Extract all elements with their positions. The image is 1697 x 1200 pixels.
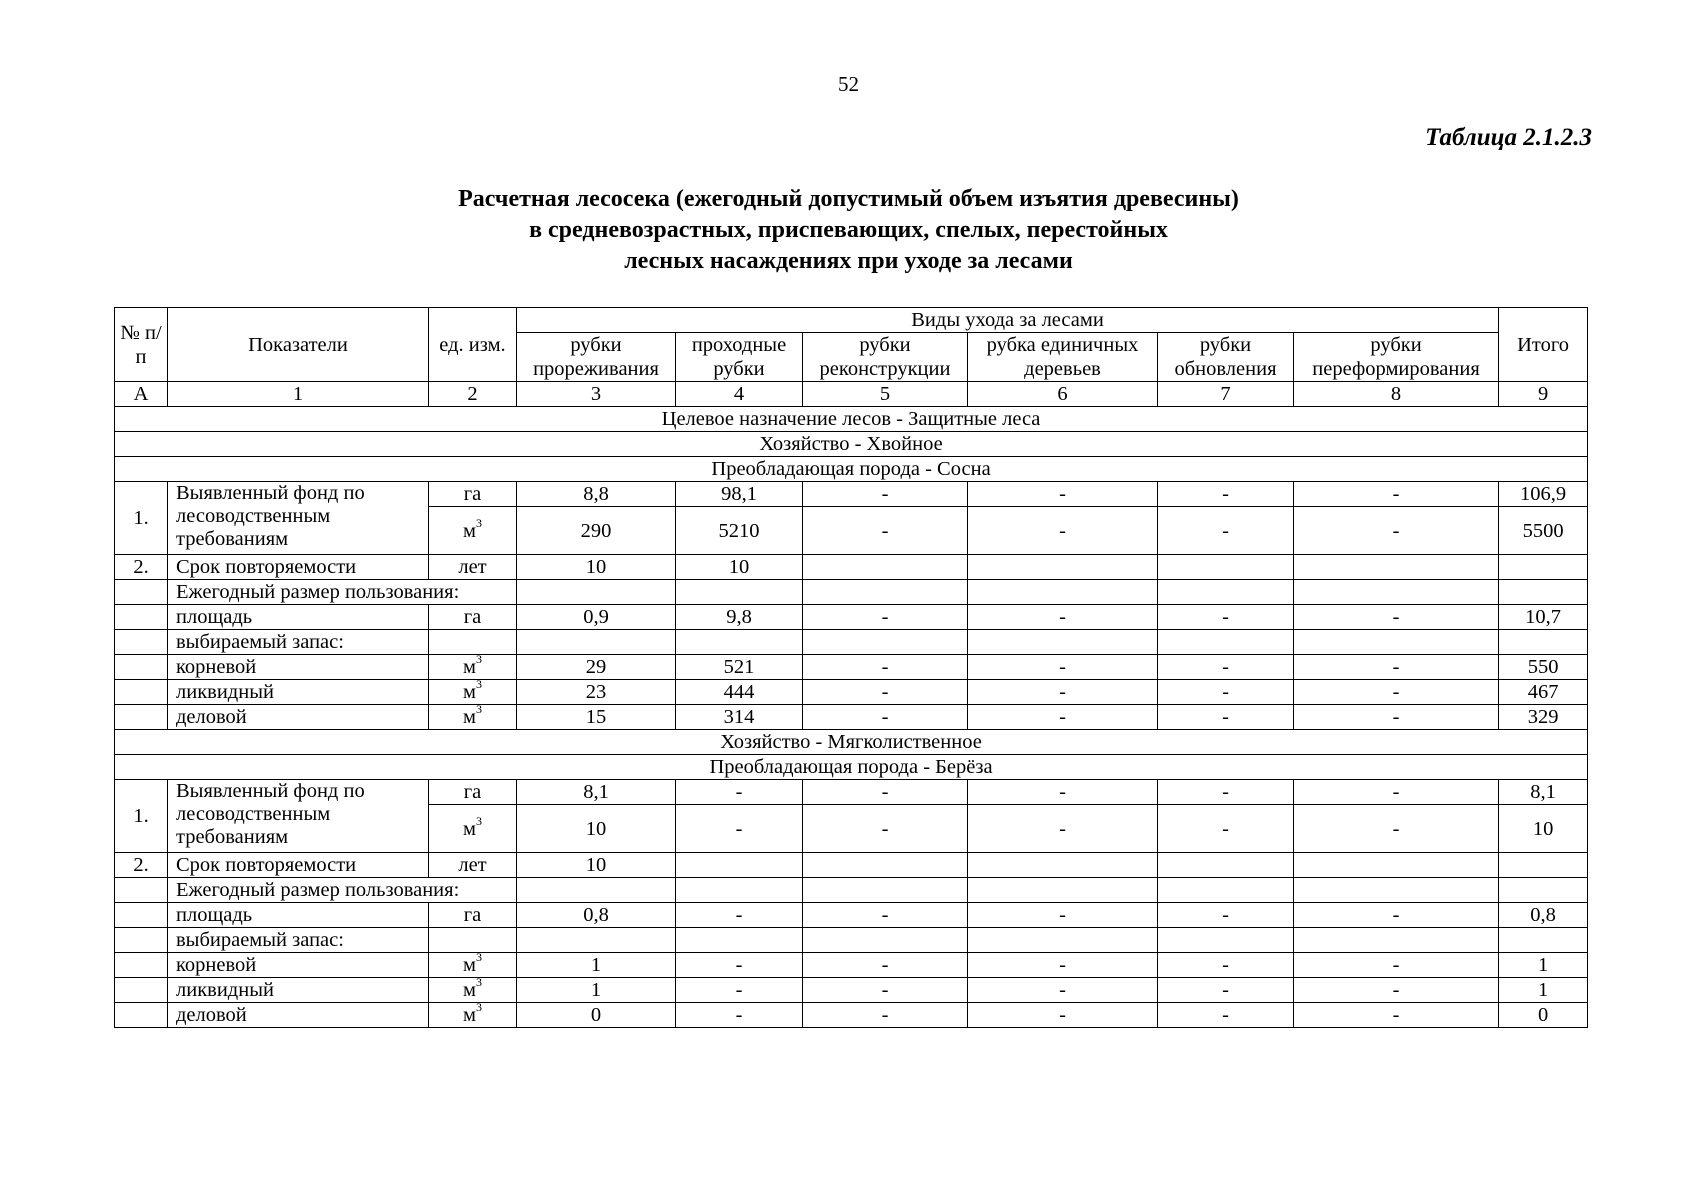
total-cell (1499, 853, 1588, 878)
value-cell: - (968, 780, 1158, 805)
annual-usage-label: Ежегодный размер пользования: (168, 878, 517, 903)
header-col: рубки прореживания (517, 333, 676, 382)
unit-cell: $м^3$ (429, 507, 517, 555)
species-row (115, 457, 1588, 482)
value-cell: - (803, 705, 968, 730)
stock-row (115, 705, 1588, 730)
header-col: проходные рубки (676, 333, 803, 382)
value-cell (968, 555, 1158, 580)
unit-cell: га (429, 605, 517, 630)
annual-usage-row (115, 580, 1588, 605)
farm-label: Хозяйство - Мягколиственное (115, 730, 1588, 755)
value-cell: - (968, 507, 1158, 555)
stock-row (115, 1003, 1588, 1028)
value-cell: - (1294, 605, 1499, 630)
empty-cell (968, 878, 1158, 903)
empty-cell (803, 630, 968, 655)
column-index: А (115, 382, 168, 407)
unit-cell: $м^3$ (429, 1003, 517, 1028)
stock-label-row (115, 928, 1588, 953)
value-cell (1294, 555, 1499, 580)
value-cell: 10 (676, 555, 803, 580)
value-cell: - (1294, 805, 1499, 853)
area-label: площадь (168, 605, 429, 630)
column-index: 3 (517, 382, 676, 407)
value-cell (803, 853, 968, 878)
species-row (115, 755, 1588, 780)
value-cell: - (1294, 655, 1499, 680)
column-index: 8 (1294, 382, 1499, 407)
unit-cell: га (429, 780, 517, 805)
unit-cell: лет (429, 853, 517, 878)
stock-row (115, 680, 1588, 705)
value-cell: - (1158, 482, 1294, 507)
header-col: рубка единичных деревьев (968, 333, 1158, 382)
value-cell: - (1158, 680, 1294, 705)
row-number (115, 580, 168, 605)
value-cell: - (803, 953, 968, 978)
value-cell: - (1294, 507, 1499, 555)
unit-cell: га (429, 903, 517, 928)
header-indicators: Показатели (168, 308, 429, 382)
stock-row (115, 953, 1588, 978)
value-cell: - (968, 978, 1158, 1003)
value-cell: 1 (517, 978, 676, 1003)
unit-cell: $м^3$ (429, 705, 517, 730)
unit-cell: $м^3$ (429, 680, 517, 705)
value-cell: 23 (517, 680, 676, 705)
stock-row-label: ликвидный (168, 978, 429, 1003)
logging-table (114, 307, 1588, 1028)
value-cell: - (676, 953, 803, 978)
value-cell: - (1158, 953, 1294, 978)
row-number (115, 878, 168, 903)
farm-row (115, 730, 1588, 755)
empty-cell (1294, 580, 1499, 605)
value-cell: 0 (517, 1003, 676, 1028)
column-index-row (115, 382, 1588, 407)
value-cell: - (968, 805, 1158, 853)
unit-cell: га (429, 482, 517, 507)
empty-cell (676, 630, 803, 655)
unit-cell: $м^3$ (429, 953, 517, 978)
stock-label: выбираемый запас: (168, 928, 429, 953)
total-cell: 1 (1499, 978, 1588, 1003)
empty-cell (429, 928, 517, 953)
period-label: Срок повторяемости (168, 853, 429, 878)
value-cell: - (676, 1003, 803, 1028)
value-cell: - (1158, 780, 1294, 805)
title-line: лесных насаждениях при уходе за лесами (624, 248, 1073, 274)
unit-cell: $м^3$ (429, 805, 517, 853)
table-label: Таблица 2.1.2.3 (1425, 124, 1592, 151)
farm-label: Хозяйство - Хвойное (115, 432, 1588, 457)
value-cell: 10 (517, 555, 676, 580)
total-cell: 1 (1499, 953, 1588, 978)
fund-row-ha (115, 780, 1588, 805)
value-cell: 98,1 (676, 482, 803, 507)
stock-row (115, 655, 1588, 680)
value-cell: 9,8 (676, 605, 803, 630)
area-row (115, 903, 1588, 928)
column-index: 2 (429, 382, 517, 407)
annual-usage-label: Ежегодный размер пользования: (168, 580, 517, 605)
value-cell: - (1294, 1003, 1499, 1028)
stock-row-label: деловой (168, 1003, 429, 1028)
header-group: Виды ухода за лесами (517, 308, 1499, 333)
area-row (115, 605, 1588, 630)
column-index: 1 (168, 382, 429, 407)
empty-cell (429, 630, 517, 655)
farm-row (115, 432, 1588, 457)
value-cell: - (803, 482, 968, 507)
row-number (115, 903, 168, 928)
total-cell: 329 (1499, 705, 1588, 730)
value-cell: 10 (517, 853, 676, 878)
empty-cell (968, 630, 1158, 655)
empty-cell (1499, 878, 1588, 903)
stock-row (115, 978, 1588, 1003)
total-cell: 106,9 (1499, 482, 1588, 507)
value-cell: 1 (517, 953, 676, 978)
value-cell: - (1294, 903, 1499, 928)
value-cell: - (1294, 978, 1499, 1003)
empty-cell (803, 878, 968, 903)
value-cell: - (803, 805, 968, 853)
value-cell: - (968, 680, 1158, 705)
column-index: 9 (1499, 382, 1588, 407)
forest-purpose-row: Целевое назначение лесов - Защитные леса (115, 407, 1588, 432)
unit-cell: лет (429, 555, 517, 580)
row-number (115, 953, 168, 978)
value-cell: - (1294, 705, 1499, 730)
column-index: 6 (968, 382, 1158, 407)
column-index: 4 (676, 382, 803, 407)
value-cell: - (803, 655, 968, 680)
value-cell: - (968, 482, 1158, 507)
value-cell: - (968, 1003, 1158, 1028)
empty-cell (517, 630, 676, 655)
value-cell: - (968, 903, 1158, 928)
document-title (0, 184, 1697, 277)
value-cell: - (1158, 903, 1294, 928)
stock-row-label: корневой (168, 655, 429, 680)
row-number: 2. (115, 555, 168, 580)
value-cell: - (803, 1003, 968, 1028)
total-cell: 10,7 (1499, 605, 1588, 630)
column-index: 7 (1158, 382, 1294, 407)
value-cell (676, 853, 803, 878)
value-cell: 5210 (676, 507, 803, 555)
total-cell: 550 (1499, 655, 1588, 680)
empty-cell (1158, 630, 1294, 655)
value-cell: 314 (676, 705, 803, 730)
value-cell: - (676, 978, 803, 1003)
area-label: площадь (168, 903, 429, 928)
value-cell: 29 (517, 655, 676, 680)
value-cell (1158, 555, 1294, 580)
header-unit: ед. изм. (429, 308, 517, 382)
row-number: 1. (115, 482, 168, 555)
value-cell: - (968, 605, 1158, 630)
value-cell: - (1158, 655, 1294, 680)
row-number (115, 1003, 168, 1028)
row-number (115, 655, 168, 680)
value-cell: - (676, 805, 803, 853)
row-number (115, 705, 168, 730)
empty-cell (803, 580, 968, 605)
header-num: № п/п (115, 308, 168, 382)
value-cell: - (968, 655, 1158, 680)
value-cell (1158, 853, 1294, 878)
total-cell: 5500 (1499, 507, 1588, 555)
total-cell: 0,8 (1499, 903, 1588, 928)
empty-cell (803, 928, 968, 953)
value-cell: - (1158, 507, 1294, 555)
value-cell: 10 (517, 805, 676, 853)
value-cell: - (803, 780, 968, 805)
header-total: Итого (1499, 308, 1588, 382)
value-cell: - (1158, 978, 1294, 1003)
empty-cell (517, 580, 676, 605)
value-cell: - (1294, 482, 1499, 507)
total-cell (1499, 555, 1588, 580)
period-label: Срок повторяемости (168, 555, 429, 580)
value-cell: 8,1 (517, 780, 676, 805)
value-cell (803, 555, 968, 580)
value-cell: - (803, 978, 968, 1003)
fund-label: Выявленный фонд по лесоводственным требованиям (168, 780, 429, 853)
empty-cell (1158, 878, 1294, 903)
empty-cell (1294, 630, 1499, 655)
value-cell: - (676, 780, 803, 805)
annual-usage-row (115, 878, 1588, 903)
title-line: в средневозрастных, приспевающих, спелых, перестойных (529, 217, 1168, 243)
row-number (115, 630, 168, 655)
header-col: рубки переформирования (1294, 333, 1499, 382)
value-cell: 15 (517, 705, 676, 730)
row-number (115, 605, 168, 630)
empty-cell (968, 928, 1158, 953)
empty-cell (1499, 928, 1588, 953)
value-cell: - (968, 705, 1158, 730)
column-index: 5 (803, 382, 968, 407)
row-number (115, 978, 168, 1003)
unit-cell: $м^3$ (429, 655, 517, 680)
value-cell: - (803, 605, 968, 630)
value-cell: - (1158, 1003, 1294, 1028)
empty-cell (517, 928, 676, 953)
row-number (115, 928, 168, 953)
species-label: Преобладающая порода - Сосна (115, 457, 1588, 482)
value-cell: 521 (676, 655, 803, 680)
empty-cell (1294, 928, 1499, 953)
header-col: рубки реконструкции (803, 333, 968, 382)
value-cell: - (1158, 705, 1294, 730)
value-cell: - (968, 953, 1158, 978)
value-cell: - (676, 903, 803, 928)
row-number (115, 680, 168, 705)
value-cell: 290 (517, 507, 676, 555)
empty-cell (1158, 580, 1294, 605)
value-cell: - (803, 507, 968, 555)
stock-row-label: корневой (168, 953, 429, 978)
value-cell: - (1158, 605, 1294, 630)
empty-cell (1499, 630, 1588, 655)
stock-row-label: деловой (168, 705, 429, 730)
stock-row-label: ликвидный (168, 680, 429, 705)
total-cell: 467 (1499, 680, 1588, 705)
fund-label: Выявленный фонд по лесоводственным требованиям (168, 482, 429, 555)
value-cell: - (1294, 953, 1499, 978)
empty-cell (1158, 928, 1294, 953)
period-row (115, 853, 1588, 878)
value-cell: - (1294, 780, 1499, 805)
empty-cell (1294, 878, 1499, 903)
total-cell: 0 (1499, 1003, 1588, 1028)
empty-cell (676, 878, 803, 903)
value-cell: 0,9 (517, 605, 676, 630)
value-cell: - (803, 680, 968, 705)
fund-row-ha (115, 482, 1588, 507)
value-cell: 8,8 (517, 482, 676, 507)
value-cell: - (1294, 680, 1499, 705)
period-row (115, 555, 1588, 580)
value-cell (1294, 853, 1499, 878)
value-cell (968, 853, 1158, 878)
value-cell: 444 (676, 680, 803, 705)
stock-label: выбираемый запас: (168, 630, 429, 655)
empty-cell (676, 928, 803, 953)
empty-cell (517, 878, 676, 903)
empty-cell (676, 580, 803, 605)
empty-cell (1499, 580, 1588, 605)
header-col: рубки обновления (1158, 333, 1294, 382)
unit-cell: $м^3$ (429, 978, 517, 1003)
title-line: Расчетная лесосека (ежегодный допустимый объем изъятия древесины) (458, 186, 1239, 212)
species-label: Преобладающая порода - Берёза (115, 755, 1588, 780)
row-number: 2. (115, 853, 168, 878)
page-number: 52 (838, 72, 859, 96)
row-number: 1. (115, 780, 168, 853)
total-cell: 10 (1499, 805, 1588, 853)
stock-label-row (115, 630, 1588, 655)
value-cell: 0,8 (517, 903, 676, 928)
empty-cell (968, 580, 1158, 605)
value-cell: - (803, 903, 968, 928)
value-cell: - (1158, 805, 1294, 853)
total-cell: 8,1 (1499, 780, 1588, 805)
